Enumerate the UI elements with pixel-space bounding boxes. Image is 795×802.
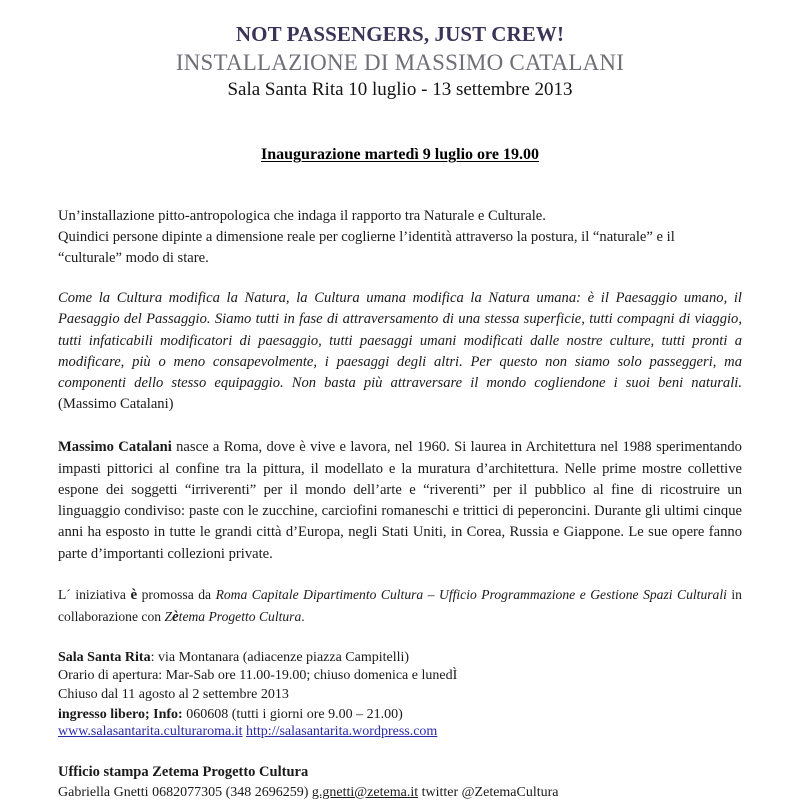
promoter-paragraph [58,585,742,629]
page-title: NOT PASSENGERS, JUST CREW! [235,22,565,46]
venue-address: : via Montanara (adiacenze piazza Campitelli) [150,649,410,665]
promoter-organisation-primary: Roma Capitale Dipartimento Cultura – Ufficio Programmazione e Gestione Spazi Culturali [215,587,727,603]
admission-label: ingresso libero; Info: [58,707,183,723]
venue-closure-period: Chiuso dal 11 agosto al 2 settembre 2013 [58,686,289,702]
artist-biography [58,437,742,565]
link-salasantarita-wordpress[interactable]: http://salasantarita.wordpress.com [246,724,438,740]
press-office-title: Ufficio stampa Zetema Progetto Cultura [58,764,309,781]
venue-name: Sala Santa Rita [58,649,151,665]
intro-line-1: Un’installazione pitto-antropologica che indaga il rapporto tra Naturale e Culturale. [58,208,546,225]
promoter-suffix: . [301,608,305,624]
press-contact-twitter: twitter @ZetemaCultura [418,784,559,800]
opening-heading [58,146,742,164]
venue-info-block [58,649,742,705]
press-office-contact [58,783,742,802]
document-content [58,22,742,802]
intro-paragraph [58,206,742,268]
press-contact-name: Gabriella Gnetti 0682077305 (348 2696259) [58,784,312,800]
admission-line [58,707,742,723]
quote-text: Come la Cultura modifica la Natura, la Cultura umana modifica la Natura umana: è il Paesaggio umano, il Paesaggio del Passaggio. Siamo tutti in fase di attraversamento di una stessa superficie, tutti compagni di viaggio, tutti infaticabili modificatori di paesaggio, tutti paesaggi umani modificati dalle nostre culture, tutti pronti a modificare, più o meno consapevolmente, i paesaggi degli altri. Per questo non siamo solo passeggeri, ma componenti dello stesso equipaggio. Non basta più attraversare il mondo cogliendone i suoi beni naturali. [58,290,742,391]
page-subtitle: INSTALLAZIONE DI MASSIMO CATALANI [175,49,625,75]
promoter-accent-e: è [130,587,138,604]
opening-heading-text: Inaugurazione martedì 9 luglio ore 19.00 [261,146,539,164]
admission-details: 060608 (tutti i giorni ore 9.00 – 21.00) [182,707,403,723]
press-office-block [58,762,742,802]
venue-dates-heading: Sala Santa Rita 10 luglio - 13 settembre 2013 [227,79,573,101]
venue-links-line [58,724,742,740]
quote-attribution: (Massimo Catalani) [58,396,174,413]
venue-address-line [58,649,742,668]
link-salasantarita-culturaroma[interactable]: www.salasantarita.culturaroma.it [58,724,243,740]
promoter-prefix: L´ iniziativa [58,587,131,603]
promoter-organisation-secondary-accent: è [172,608,179,625]
press-contact-email-link[interactable]: g.gnetti@zetema.it [311,784,419,800]
intro-line-2: Quindici persone dipinte a dimensione reale per coglierne l’identità attraverso la postura, il “naturale” e il “culturale” modo di stare. [58,228,675,266]
artist-biography-text: nasce a Roma, dove è vive e lavora, nel 1960. Si laurea in Architettura nel 1988 sperimentando impasti pittorici al confine tra la pittura, il modellato e la muratura d’architettura. Nelle prime mostre collettive espone dei soggetti “irriverenti” per il mondo dell’arte e “riverenti” per il pubblico al fine di ricostruire un linguaggio condiviso: paste con le zucchine, carciofini romaneschi e trittici di peperoncini. Durante gli ultimi cinque anni ha esposto in tutte le grandi città d’Europa, negli Stati Uniti, in Corea, Russia e Giappone. Le sue opere fanno parte d’importanti collezioni private. [58,439,742,562]
venue-opening-hours: Orario di apertura: Mar-Sab ore 11.00-19.00; chiuso domenica e lunedÌ [58,668,458,684]
artist-statement-quote [58,288,742,415]
promoter-organisation-secondary-a: Z [164,608,172,624]
artist-name: Massimo Catalani [58,439,172,456]
promoter-organisation-secondary-b: tema Progetto Cultura [178,608,302,624]
promoter-mid: promossa da [137,587,216,603]
promoter-conjunction: in collaborazione con [58,587,742,624]
